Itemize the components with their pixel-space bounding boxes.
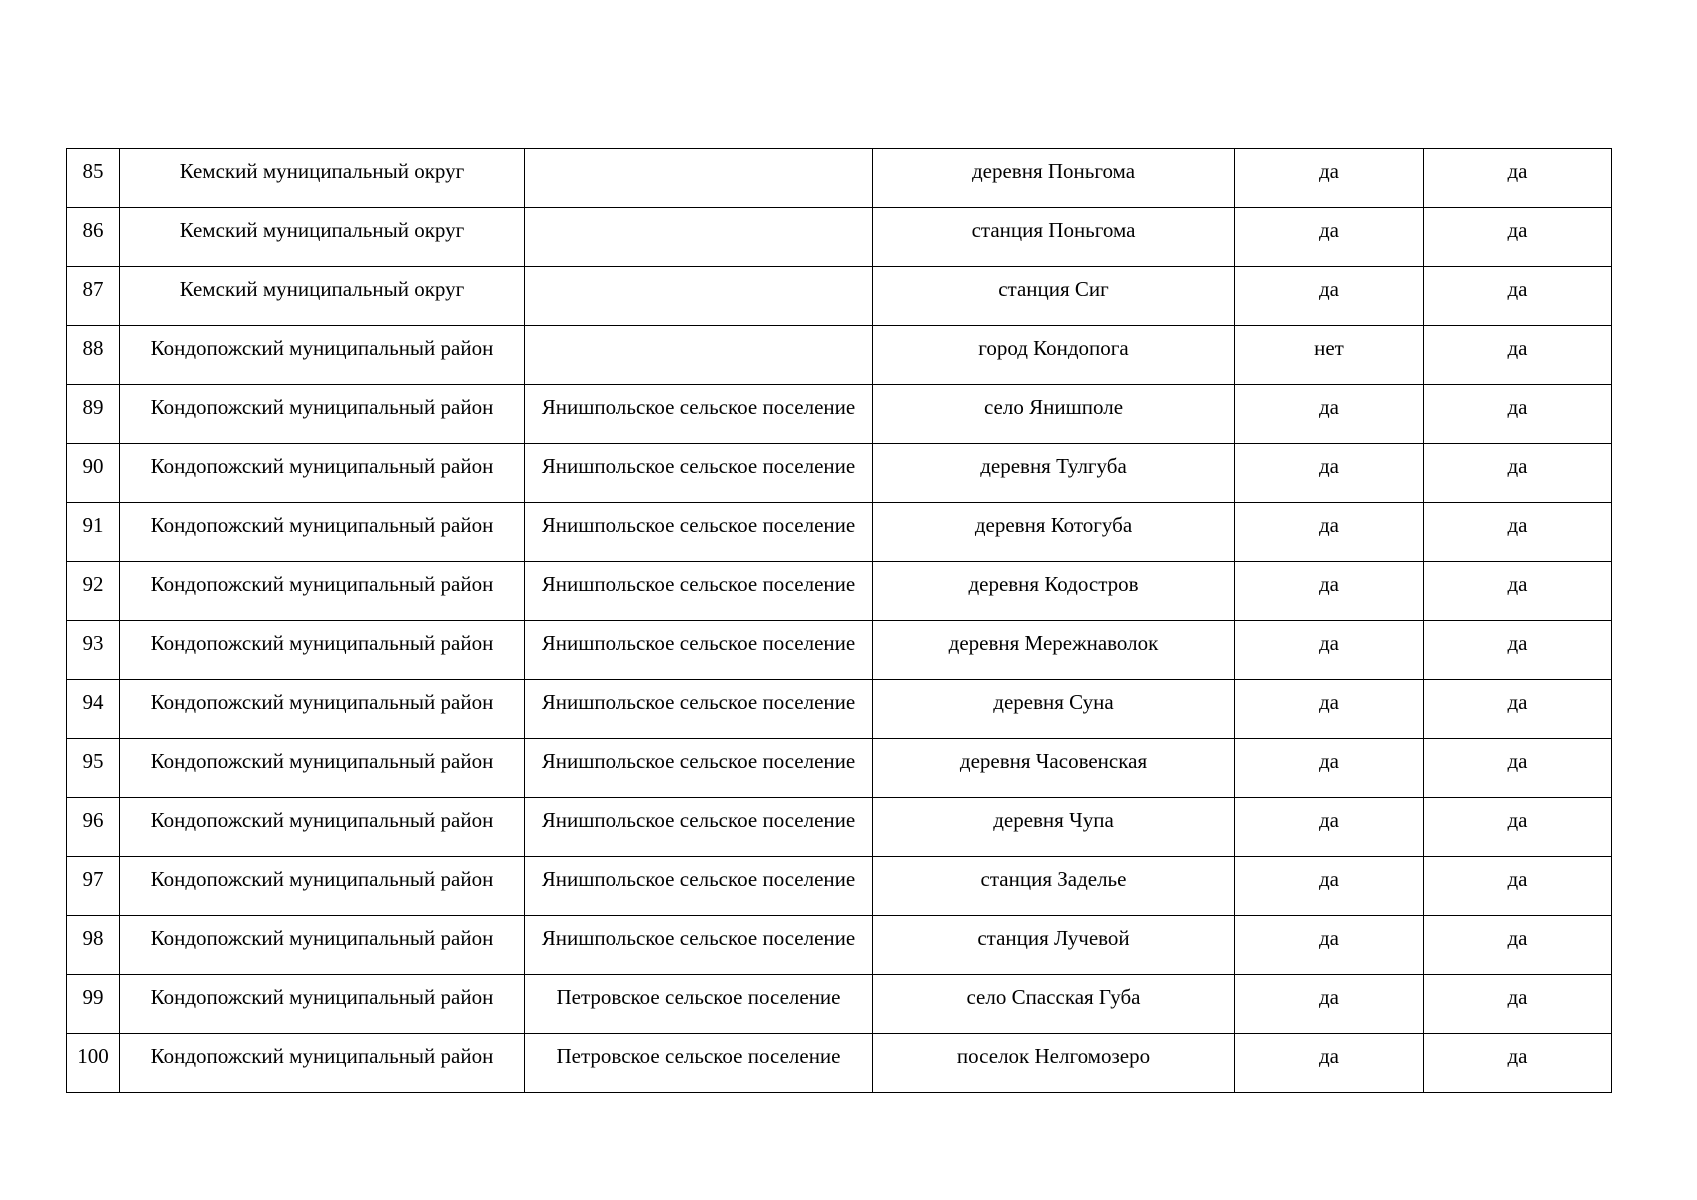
- flag-1-cell-text: да: [1318, 690, 1339, 714]
- settlement-cell-text: Янишпольское сельское поселение: [541, 808, 856, 832]
- row-number-cell-text: 99: [82, 985, 104, 1009]
- row-number-cell: [67, 798, 120, 857]
- row-number-cell: [67, 503, 120, 562]
- settlement-cell: [525, 444, 873, 503]
- locality-cell-text: село Янишполе: [983, 395, 1124, 419]
- settlement-cell: [525, 975, 873, 1034]
- settlement-cell-text: Петровское сельское поселение: [556, 985, 841, 1009]
- flag-1-cell: [1235, 267, 1424, 326]
- settlement-cell-text: Янишпольское сельское поселение: [541, 395, 856, 419]
- flag-1-cell: [1235, 208, 1424, 267]
- locality-cell-text: деревня Тулгуба: [980, 454, 1127, 478]
- locality-cell: [873, 798, 1235, 857]
- row-number-cell: [67, 739, 120, 798]
- settlement-cell-text: Янишпольское сельское поселение: [541, 513, 856, 537]
- flag-2-cell-text: да: [1507, 690, 1528, 714]
- locality-cell: [873, 916, 1235, 975]
- settlement-cell-text: [525, 208, 872, 220]
- flag-1-cell-text: да: [1318, 572, 1339, 596]
- row-number-cell-text: 95: [82, 749, 104, 773]
- settlement-cell-text: [525, 149, 872, 161]
- flag-1-cell-text: да: [1318, 277, 1339, 301]
- locality-cell: [873, 267, 1235, 326]
- locality-cell-text: город Кондопога: [978, 336, 1129, 360]
- settlement-cell: [525, 621, 873, 680]
- locality-cell: [873, 208, 1235, 267]
- flag-2-cell: [1424, 267, 1612, 326]
- settlement-cell: [525, 916, 873, 975]
- flag-2-cell: [1424, 798, 1612, 857]
- table-row: [67, 326, 1612, 385]
- flag-1-cell-text: да: [1318, 513, 1339, 537]
- district-cell-text: Кондопожский муниципальный район: [150, 454, 494, 478]
- row-number-cell-text: 85: [82, 159, 104, 183]
- district-cell-text: Кондопожский муниципальный район: [150, 690, 494, 714]
- settlement-cell-text: Янишпольское сельское поселение: [541, 749, 856, 773]
- flag-1-cell-text: да: [1318, 1044, 1339, 1068]
- locality-cell: [873, 975, 1235, 1034]
- row-number-cell: [67, 680, 120, 739]
- table-row: [67, 1034, 1612, 1093]
- flag-1-cell: [1235, 1034, 1424, 1093]
- flag-2-cell-text: да: [1507, 808, 1528, 832]
- row-number-cell: [67, 1034, 120, 1093]
- flag-2-cell: [1424, 208, 1612, 267]
- settlement-cell-text: Петровское сельское поселение: [556, 1044, 841, 1068]
- flag-1-cell-text: да: [1318, 159, 1339, 183]
- row-number-cell: [67, 326, 120, 385]
- district-cell: [120, 680, 525, 739]
- settlement-cell: [525, 562, 873, 621]
- flag-1-cell-text: да: [1318, 985, 1339, 1009]
- table-row: [67, 739, 1612, 798]
- district-cell: [120, 267, 525, 326]
- district-cell-text: Кондопожский муниципальный район: [150, 513, 494, 537]
- locality-cell-text: станция Поньгома: [971, 218, 1136, 242]
- row-number-cell-text: 96: [82, 808, 104, 832]
- settlement-cell: [525, 503, 873, 562]
- row-number-cell-text: 89: [82, 395, 104, 419]
- flag-2-cell: [1424, 975, 1612, 1034]
- row-number-cell: [67, 857, 120, 916]
- flag-1-cell: [1235, 975, 1424, 1034]
- flag-1-cell-text: да: [1318, 395, 1339, 419]
- flag-1-cell: [1235, 680, 1424, 739]
- district-cell-text: Кондопожский муниципальный район: [150, 1044, 494, 1068]
- row-number-cell: [67, 562, 120, 621]
- row-number-cell: [67, 444, 120, 503]
- flag-1-cell-text: да: [1318, 808, 1339, 832]
- row-number-cell: [67, 621, 120, 680]
- flag-1-cell: [1235, 857, 1424, 916]
- flag-2-cell: [1424, 562, 1612, 621]
- district-cell: [120, 326, 525, 385]
- locality-cell: [873, 621, 1235, 680]
- table-row: [67, 562, 1612, 621]
- flag-1-cell: [1235, 326, 1424, 385]
- flag-2-cell-text: да: [1507, 749, 1528, 773]
- locality-cell-text: деревня Часовенская: [959, 749, 1148, 773]
- settlement-cell-text: Янишпольское сельское поселение: [541, 867, 856, 891]
- flag-2-cell: [1424, 1034, 1612, 1093]
- settlements-table: [66, 148, 1612, 1093]
- flag-2-cell-text: да: [1507, 867, 1528, 891]
- row-number-cell-text: 92: [82, 572, 104, 596]
- district-cell-text: Кемский муниципальный округ: [179, 277, 465, 301]
- locality-cell-text: станция Лучевой: [977, 926, 1130, 950]
- flag-1-cell: [1235, 149, 1424, 208]
- flag-1-cell: [1235, 444, 1424, 503]
- district-cell-text: Кемский муниципальный округ: [179, 159, 465, 183]
- flag-2-cell-text: да: [1507, 926, 1528, 950]
- flag-2-cell-text: да: [1507, 277, 1528, 301]
- settlement-cell-text: Янишпольское сельское поселение: [541, 631, 856, 655]
- flag-2-cell-text: да: [1507, 395, 1528, 419]
- flag-2-cell-text: да: [1507, 218, 1528, 242]
- row-number-cell-text: 86: [82, 218, 104, 242]
- row-number-cell: [67, 385, 120, 444]
- flag-2-cell: [1424, 149, 1612, 208]
- flag-1-cell: [1235, 562, 1424, 621]
- locality-cell: [873, 680, 1235, 739]
- district-cell-text: Кондопожский муниципальный район: [150, 749, 494, 773]
- district-cell: [120, 385, 525, 444]
- district-cell-text: Кондопожский муниципальный район: [150, 808, 494, 832]
- row-number-cell-text: 93: [82, 631, 104, 655]
- flag-2-cell-text: да: [1507, 454, 1528, 478]
- flag-2-cell: [1424, 385, 1612, 444]
- locality-cell-text: деревня Поньгома: [971, 159, 1136, 183]
- district-cell: [120, 621, 525, 680]
- row-number-cell: [67, 267, 120, 326]
- settlement-cell-text: Янишпольское сельское поселение: [541, 454, 856, 478]
- flag-1-cell: [1235, 739, 1424, 798]
- table-row: [67, 385, 1612, 444]
- flag-2-cell-text: да: [1507, 1044, 1528, 1068]
- table-row: [67, 798, 1612, 857]
- flag-2-cell: [1424, 916, 1612, 975]
- settlement-cell: [525, 680, 873, 739]
- table-row: [67, 857, 1612, 916]
- table-row: [67, 267, 1612, 326]
- flag-1-cell: [1235, 916, 1424, 975]
- flag-2-cell-text: да: [1507, 572, 1528, 596]
- district-cell: [120, 1034, 525, 1093]
- flag-2-cell: [1424, 621, 1612, 680]
- row-number-cell-text: 87: [82, 277, 104, 301]
- settlement-cell-text: [525, 326, 872, 338]
- settlement-cell: [525, 385, 873, 444]
- flag-2-cell-text: да: [1507, 985, 1528, 1009]
- settlement-cell: [525, 739, 873, 798]
- flag-1-cell-text: да: [1318, 218, 1339, 242]
- row-number-cell: [67, 208, 120, 267]
- district-cell: [120, 444, 525, 503]
- locality-cell: [873, 385, 1235, 444]
- locality-cell: [873, 326, 1235, 385]
- row-number-cell-text: 97: [82, 867, 104, 891]
- locality-cell-text: деревня Суна: [993, 690, 1114, 714]
- locality-cell-text: село Спасская Губа: [966, 985, 1141, 1009]
- flag-2-cell: [1424, 326, 1612, 385]
- locality-cell: [873, 1034, 1235, 1093]
- table-row: [67, 975, 1612, 1034]
- flag-1-cell-text: да: [1318, 631, 1339, 655]
- district-cell: [120, 208, 525, 267]
- district-cell-text: Кондопожский муниципальный район: [150, 926, 494, 950]
- flag-2-cell-text: да: [1507, 159, 1528, 183]
- flag-1-cell-text: нет: [1314, 336, 1344, 360]
- row-number-cell-text: 90: [82, 454, 104, 478]
- settlement-cell: [525, 267, 873, 326]
- flag-2-cell-text: да: [1507, 336, 1528, 360]
- flag-2-cell: [1424, 857, 1612, 916]
- locality-cell-text: поселок Нелгомозеро: [956, 1044, 1151, 1068]
- table-row: [67, 444, 1612, 503]
- locality-cell: [873, 503, 1235, 562]
- district-cell: [120, 857, 525, 916]
- table-row: [67, 149, 1612, 208]
- locality-cell-text: деревня Котогуба: [974, 513, 1133, 537]
- locality-cell-text: станция Сиг: [998, 277, 1109, 301]
- table-row: [67, 503, 1612, 562]
- flag-2-cell-text: да: [1507, 631, 1528, 655]
- flag-2-cell: [1424, 503, 1612, 562]
- locality-cell: [873, 149, 1235, 208]
- table-row: [67, 208, 1612, 267]
- district-cell-text: Кондопожский муниципальный район: [150, 572, 494, 596]
- locality-cell: [873, 857, 1235, 916]
- row-number-cell: [67, 916, 120, 975]
- flag-2-cell: [1424, 444, 1612, 503]
- district-cell-text: Кондопожский муниципальный район: [150, 631, 494, 655]
- district-cell: [120, 916, 525, 975]
- table-body: [67, 149, 1612, 1093]
- flag-1-cell-text: да: [1318, 454, 1339, 478]
- table-row: [67, 680, 1612, 739]
- district-cell-text: Кондопожский муниципальный район: [150, 867, 494, 891]
- table-row: [67, 916, 1612, 975]
- flag-1-cell: [1235, 385, 1424, 444]
- locality-cell-text: деревня Кодостров: [968, 572, 1139, 596]
- locality-cell-text: деревня Мережнаволок: [948, 631, 1159, 655]
- row-number-cell-text: 91: [82, 513, 104, 537]
- flag-1-cell: [1235, 503, 1424, 562]
- row-number-cell-text: 94: [82, 690, 104, 714]
- district-cell-text: Кондопожский муниципальный район: [150, 336, 494, 360]
- district-cell-text: Кондопожский муниципальный район: [150, 395, 494, 419]
- settlement-cell: [525, 1034, 873, 1093]
- row-number-cell-text: 100: [77, 1044, 109, 1068]
- district-cell-text: Кондопожский муниципальный район: [150, 985, 494, 1009]
- district-cell: [120, 798, 525, 857]
- settlement-cell: [525, 857, 873, 916]
- row-number-cell: [67, 149, 120, 208]
- settlement-cell: [525, 798, 873, 857]
- locality-cell-text: станция Заделье: [980, 867, 1127, 891]
- row-number-cell-text: 88: [82, 336, 104, 360]
- settlement-cell-text: Янишпольское сельское поселение: [541, 690, 856, 714]
- locality-cell-text: деревня Чупа: [993, 808, 1114, 832]
- flag-2-cell: [1424, 680, 1612, 739]
- district-cell: [120, 149, 525, 208]
- settlement-cell-text: Янишпольское сельское поселение: [541, 926, 856, 950]
- flag-1-cell: [1235, 621, 1424, 680]
- flag-1-cell-text: да: [1318, 749, 1339, 773]
- flag-2-cell-text: да: [1507, 513, 1528, 537]
- settlement-cell: [525, 208, 873, 267]
- settlement-cell-text: [525, 267, 872, 279]
- district-cell: [120, 739, 525, 798]
- district-cell: [120, 975, 525, 1034]
- table-row: [67, 621, 1612, 680]
- locality-cell: [873, 562, 1235, 621]
- settlement-cell: [525, 149, 873, 208]
- district-cell: [120, 562, 525, 621]
- flag-2-cell: [1424, 739, 1612, 798]
- row-number-cell: [67, 975, 120, 1034]
- flag-1-cell: [1235, 798, 1424, 857]
- row-number-cell-text: 98: [82, 926, 104, 950]
- settlement-cell: [525, 326, 873, 385]
- flag-1-cell-text: да: [1318, 867, 1339, 891]
- locality-cell: [873, 739, 1235, 798]
- settlement-cell-text: Янишпольское сельское поселение: [541, 572, 856, 596]
- flag-1-cell-text: да: [1318, 926, 1339, 950]
- district-cell: [120, 503, 525, 562]
- locality-cell: [873, 444, 1235, 503]
- district-cell-text: Кемский муниципальный округ: [179, 218, 465, 242]
